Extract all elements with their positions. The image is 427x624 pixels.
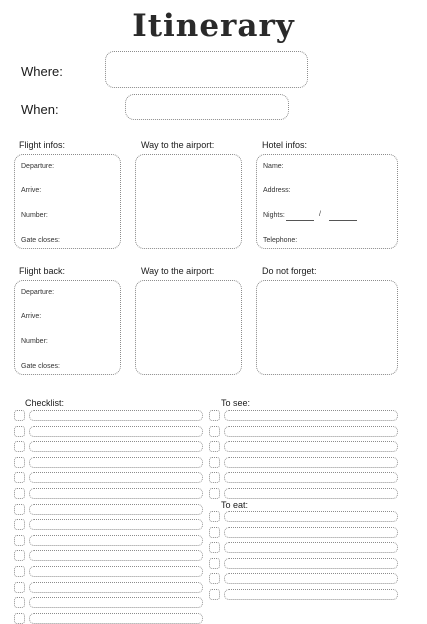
checklist-line[interactable] <box>29 441 203 452</box>
checklist-checkbox[interactable] <box>14 441 25 452</box>
hotel-name-label: Name: <box>263 163 284 170</box>
checklist-line[interactable] <box>29 550 203 561</box>
do-not-forget-heading: Do not forget: <box>262 266 317 276</box>
checklist-checkbox[interactable] <box>14 613 25 624</box>
where-label: Where: <box>21 64 63 79</box>
checklist-heading: Checklist: <box>25 398 65 408</box>
back-gate-label: Gate closes: <box>21 363 60 370</box>
checklist-line[interactable] <box>29 597 203 608</box>
to-eat-line[interactable] <box>224 589 398 600</box>
to-eat-checkbox[interactable] <box>209 511 220 522</box>
checklist-line[interactable] <box>29 410 203 421</box>
to-see-checkbox[interactable] <box>209 457 220 468</box>
to-eat-checkbox[interactable] <box>209 589 220 600</box>
to-eat-line[interactable] <box>224 511 398 522</box>
to-eat-line[interactable] <box>224 527 398 538</box>
to-see-checkbox[interactable] <box>209 426 220 437</box>
hotel-telephone-label: Telephone: <box>263 237 298 244</box>
checklist-line[interactable] <box>29 504 203 515</box>
checklist-line[interactable] <box>29 488 203 499</box>
to-eat-line[interactable] <box>224 558 398 569</box>
nights-separator: / <box>319 211 321 218</box>
to-see-line[interactable] <box>224 488 398 499</box>
flight-back-box[interactable] <box>14 280 121 375</box>
to-see-line[interactable] <box>224 410 398 421</box>
hotel-info-heading: Hotel infos: <box>262 140 308 150</box>
to-eat-checkbox[interactable] <box>209 527 220 538</box>
checklist-line[interactable] <box>29 582 203 593</box>
to-see-checkbox[interactable] <box>209 488 220 499</box>
to-see-line[interactable] <box>224 441 398 452</box>
to-see-checkbox[interactable] <box>209 472 220 483</box>
hotel-info-box[interactable] <box>256 154 398 249</box>
hotel-address-label: Address: <box>263 187 291 194</box>
to-see-line[interactable] <box>224 472 398 483</box>
flight-number-label: Number: <box>21 212 48 219</box>
checklist-checkbox[interactable] <box>14 410 25 421</box>
checklist-line[interactable] <box>29 613 203 624</box>
way-to-airport-2-heading: Way to the airport: <box>141 266 215 276</box>
checklist-checkbox[interactable] <box>14 597 25 608</box>
back-number-label: Number: <box>21 338 48 345</box>
hotel-nights-label: Nights: <box>263 212 285 219</box>
checklist-line[interactable] <box>29 535 203 546</box>
back-departure-label: Departure: <box>21 289 55 296</box>
to-see-checkbox[interactable] <box>209 441 220 452</box>
to-eat-checkbox[interactable] <box>209 558 220 569</box>
do-not-forget-box[interactable] <box>256 280 398 375</box>
checklist-checkbox[interactable] <box>14 550 25 561</box>
to-eat-heading: To eat: <box>221 500 249 510</box>
page-title: Itinerary <box>132 8 295 44</box>
way-to-airport-box[interactable] <box>135 154 242 249</box>
to-see-checkbox[interactable] <box>209 410 220 421</box>
checklist-checkbox[interactable] <box>14 472 25 483</box>
where-field[interactable] <box>105 51 308 88</box>
checklist-checkbox[interactable] <box>14 566 25 577</box>
checklist-checkbox[interactable] <box>14 488 25 499</box>
checklist-checkbox[interactable] <box>14 457 25 468</box>
checklist-line[interactable] <box>29 426 203 437</box>
checklist-checkbox[interactable] <box>14 426 25 437</box>
to-eat-line[interactable] <box>224 542 398 553</box>
nights-line-1[interactable] <box>286 212 314 221</box>
checklist-line[interactable] <box>29 566 203 577</box>
when-label: When: <box>21 102 59 117</box>
checklist-checkbox[interactable] <box>14 519 25 530</box>
nights-line-2[interactable] <box>329 212 357 221</box>
checklist-checkbox[interactable] <box>14 535 25 546</box>
when-field[interactable] <box>125 94 289 120</box>
checklist-line[interactable] <box>29 472 203 483</box>
checklist-line[interactable] <box>29 457 203 468</box>
flight-arrive-label: Arrive: <box>21 187 42 194</box>
to-eat-line[interactable] <box>224 573 398 584</box>
to-eat-checkbox[interactable] <box>209 542 220 553</box>
to-eat-checkbox[interactable] <box>209 573 220 584</box>
way-to-airport-2-box[interactable] <box>135 280 242 375</box>
to-see-line[interactable] <box>224 457 398 468</box>
to-see-line[interactable] <box>224 426 398 437</box>
flight-departure-label: Departure: <box>21 163 55 170</box>
way-to-airport-heading: Way to the airport: <box>141 140 215 150</box>
back-arrive-label: Arrive: <box>21 313 42 320</box>
checklist-line[interactable] <box>29 519 203 530</box>
flight-info-heading: Flight infos: <box>19 140 66 150</box>
flight-info-box[interactable] <box>14 154 121 249</box>
checklist-checkbox[interactable] <box>14 582 25 593</box>
flight-back-heading: Flight back: <box>19 266 66 276</box>
checklist-checkbox[interactable] <box>14 504 25 515</box>
flight-gate-label: Gate closes: <box>21 237 60 244</box>
to-see-heading: To see: <box>221 398 251 408</box>
